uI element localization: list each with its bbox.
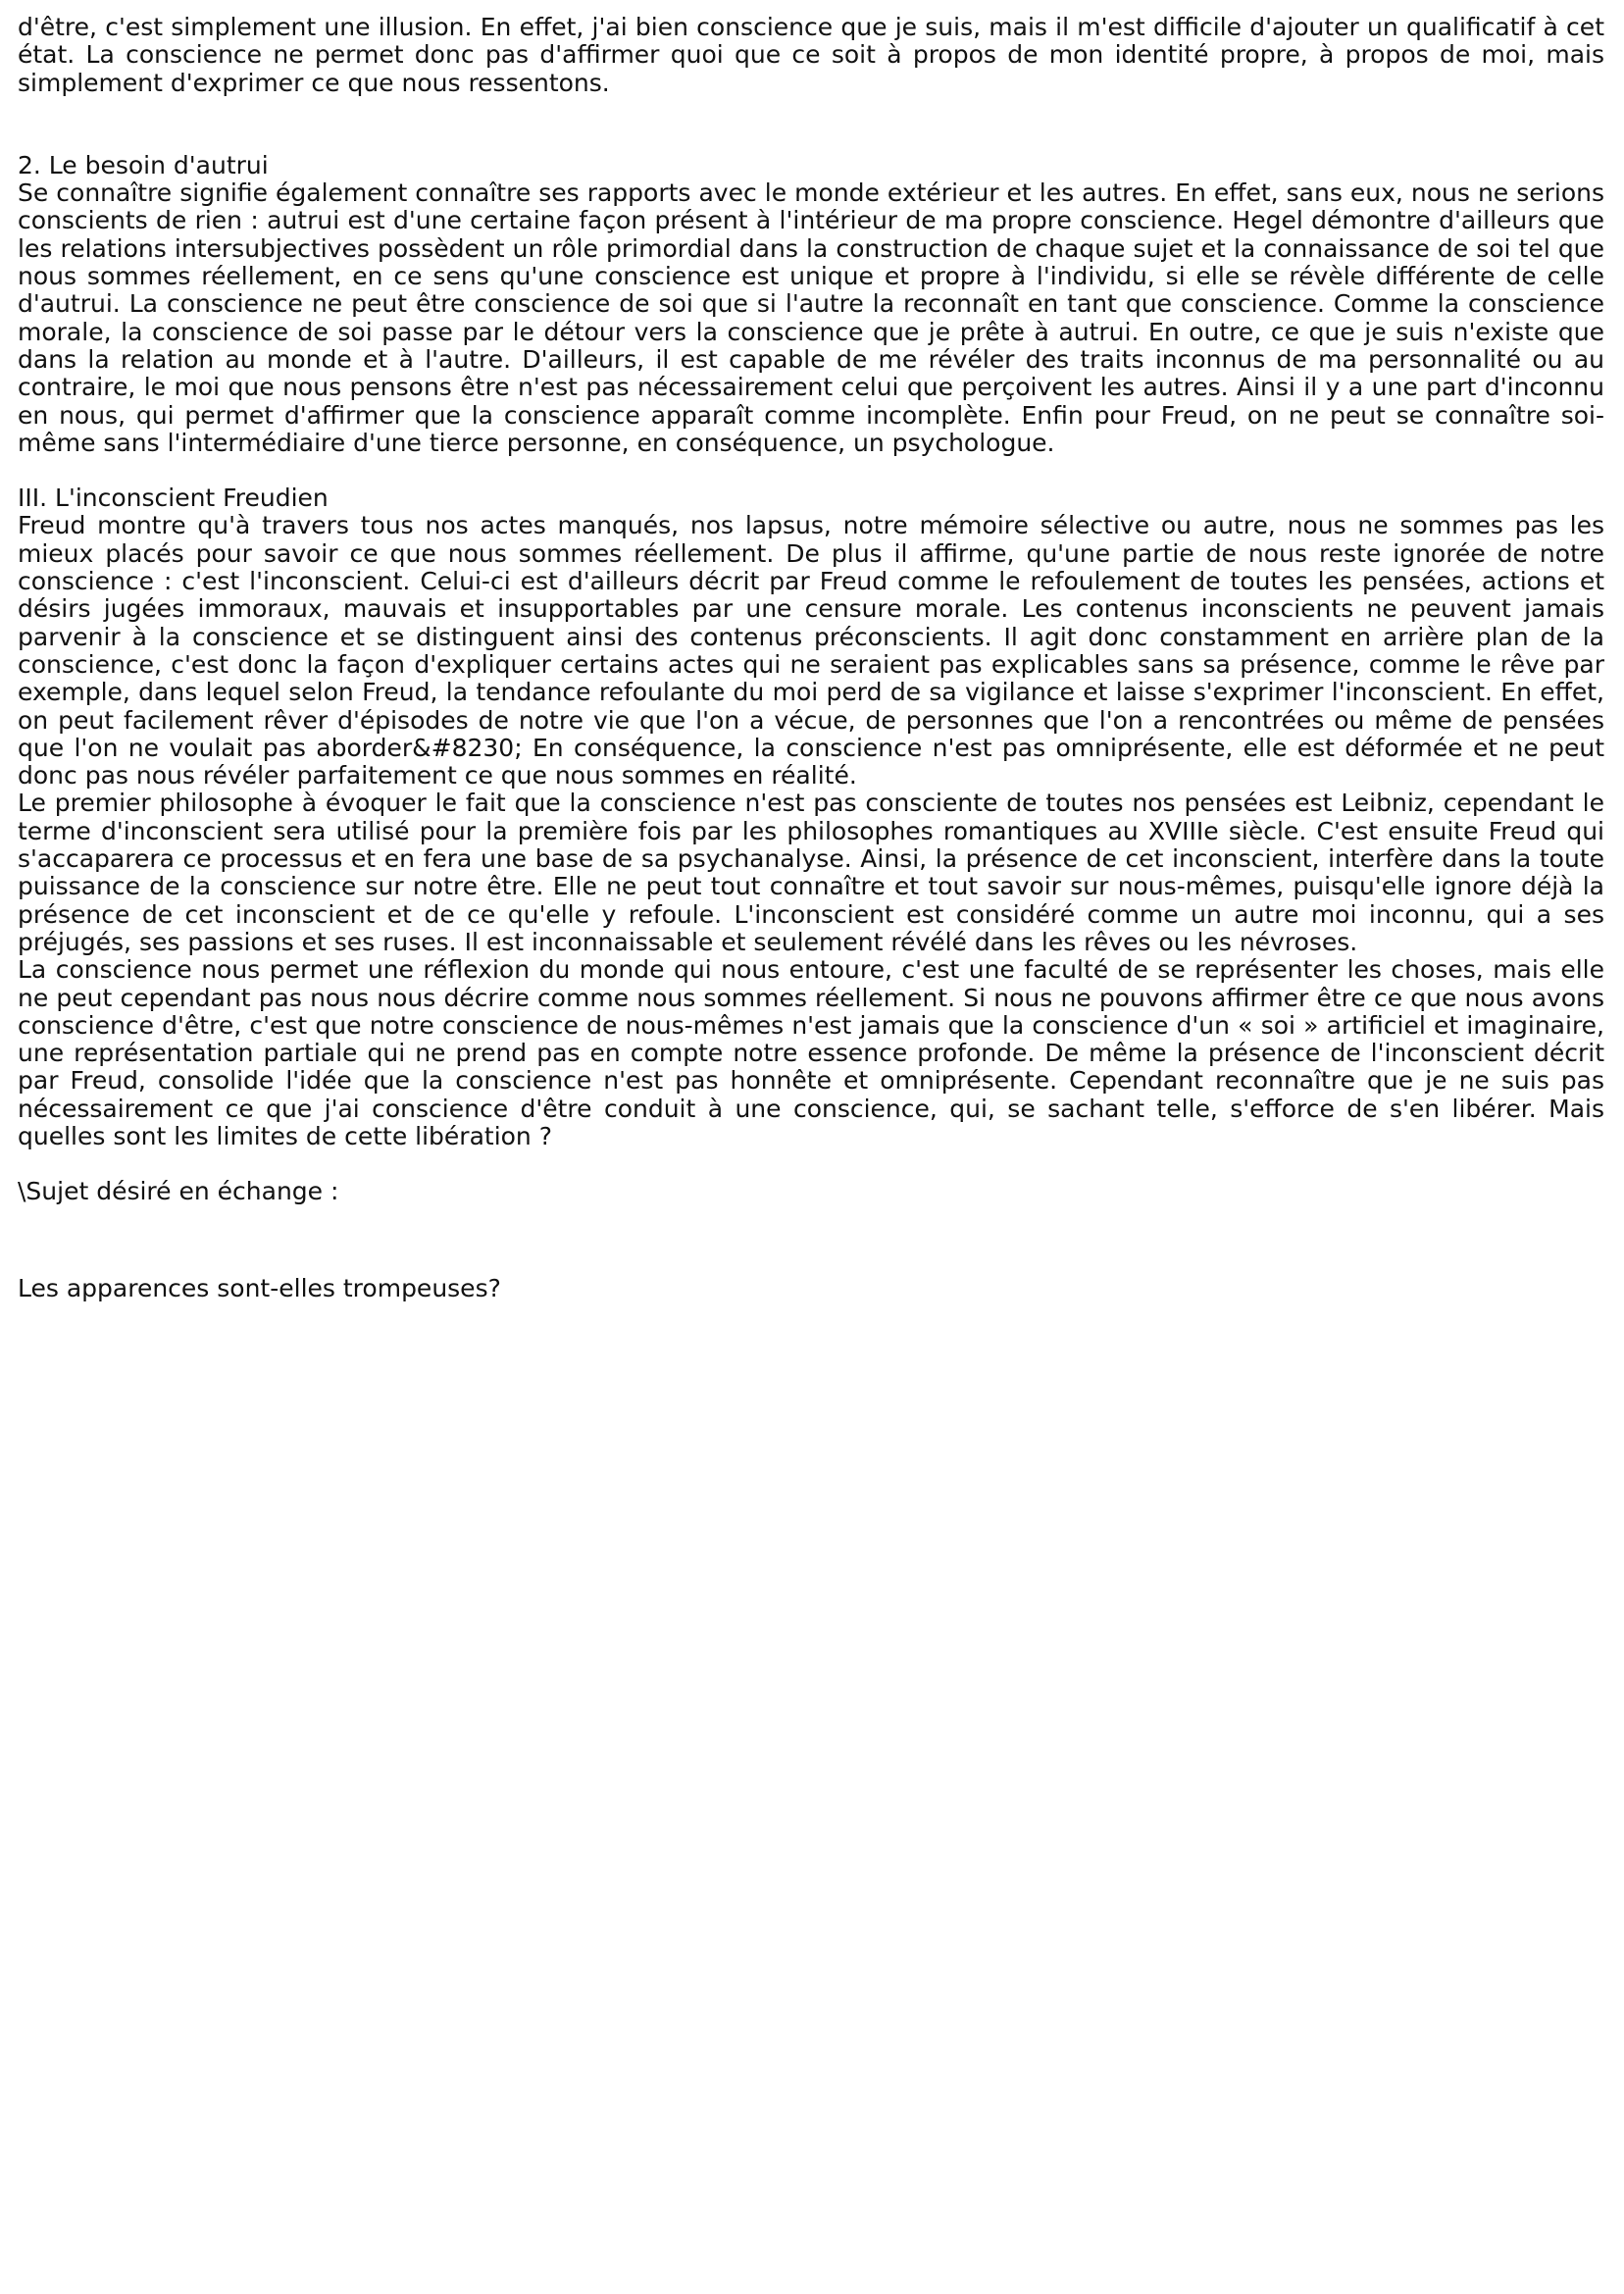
spacer (18, 1150, 1604, 1178)
section-2-heading: 2. Le besoin d'autrui (18, 150, 269, 179)
document-page (18, 14, 1604, 1302)
section-2-paragraph: Se connaître signifie également connaître ses rapports avec le monde extérieur et les autres. En effet, sans eux, nous ne serions conscients de rien : autrui est d'une certaine façon présent à l'intérieur de ma propre conscience. Hegel démontre d'ailleurs que les relations intersubjectives possèdent un rôle primordial dans la construction de chaque sujet et la connaissance de soi tel que nous sommes réellement, en ce sens qu'une conscience est unique et propre à l'individu, si elle se révèle différente de celle d'autrui. La conscience ne peut être conscience de soi que si l'autre la reconnaît en tant que conscience. Comme la conscience morale, la conscience de soi passe par le détour vers la conscience que je prête à autrui. En outre, ce que je suis n'existe que dans la relation au monde et à l'autre. D'ailleurs, il est capable de me révéler des traits inconnus de ma personnalité ou au contraire, le moi que nous pensons être n'est pas nécessairement celui que perçoivent les autres. Ainsi il y a une part d'inconnu en nous, qui permet d'affirmer que la conscience apparaît comme incomplète. Enfin pour Freud, on ne peut se connaître soi-même sans l'intermédiaire d'une tierce personne, en conséquence, un psychologue. (18, 178, 1604, 457)
section-3-paragraph-b: Le premier philosophe à évoquer le fait que la conscience n'est pas consciente de toutes nos pensées est Leibniz, cependant le terme d'inconscient sera utilisé pour la première fois par les philosophes romantiques au XVIIIe siècle. C'est ensuite Freud qui s'accaparera ce processus et en fera une base de sa psychanalyse. Ainsi, la présence de cet inconscient, interfère dans la toute puissance de la conscience sur notre être. Elle ne peut tout connaître et tout savoir sur nous-mêmes, puisqu'elle ignore déjà la présence de cet inconscient et de ce qu'elle y refoule. L'inconscient est considéré comme un autre moi inconnu, qui a ses préjugés, ses passions et ses ruses. Il est inconnaissable et seulement révélé dans les rêves ou les névroses. (18, 789, 1604, 956)
section-3-heading: III. L'inconscient Freudien (18, 484, 329, 513)
exchange-subject: Les apparences sont-elles trompeuses? (18, 1273, 501, 1302)
intro-paragraph: d'être, c'est simplement une illusion. En effet, j'ai bien conscience que je suis, mais il m'est difficile d'ajouter un qualificatif à cet état. La conscience ne permet donc pas d'affirmer quoi que ce soit à propos de mon identité propre, à propos de moi, mais simplement d'exprimer ce que nous ressentons. (18, 13, 1604, 97)
spacer (18, 97, 1604, 152)
exchange-label: \Sujet désiré en échange : (18, 1177, 339, 1206)
section-3-paragraph-a: Freud montre qu'à travers tous nos actes manqués, nos lapsus, notre mémoire sélective ou autre, nous ne sommes pas les mieux placés pour savoir ce que nous sommes réellement. De plus il affirme, qu'une partie de nous reste ignorée de notre conscience : c'est l'inconscient. Celui-ci est d'ailleurs décrit par Freud comme le refoulement de toutes les pensées, actions et désirs jugées immoraux, mauvais et insupportables par une censure morale. Les contenus inconscients ne peuvent jamais parvenir à la conscience et se distinguent ainsi des contenus préconscients. Il agit donc constamment en arrière plan de la conscience, c'est donc la façon d'expliquer certains actes qui ne seraient pas explicables sans sa présence, comme le rêve par exemple, dans lequel selon Freud, la tendance refoulante du moi perd de sa vigilance et laisse s'exprimer l'inconscient. En effet, on peut facilement rêver d'épisodes de notre vie que l'on a vécue, de personnes que l'on a rencontrées ou même de pensées que l'on ne voulait pas aborder&#8230; En conséquence, la conscience n'est pas omniprésente, elle est déformée et ne peut donc pas nous révéler parfaitement ce que nous sommes en réalité. (18, 511, 1604, 790)
spacer (18, 1206, 1604, 1275)
spacer (18, 457, 1604, 484)
conclusion-paragraph: La conscience nous permet une réflexion du monde qui nous entoure, c'est une faculté de se représenter les choses, mais elle ne peut cependant pas nous nous décrire comme nous sommes réellement. Si nous ne pouvons affirmer être ce que nous avons conscience d'être, c'est que notre conscience de nous-mêmes n'est jamais que la conscience d'un « soi » artificiel et imaginaire, une représentation partiale qui ne prend pas en compte notre essence profonde. De même la présence de l'inconscient décrit par Freud, consolide l'idée que la conscience n'est pas honnête et omniprésente. Cependant reconnaître que je ne suis pas nécessairement ce que j'ai conscience d'être conduit à une conscience, qui, se sachant telle, s'efforce de s'en libérer. Mais quelles sont les limites de cette libération ? (18, 955, 1604, 1150)
